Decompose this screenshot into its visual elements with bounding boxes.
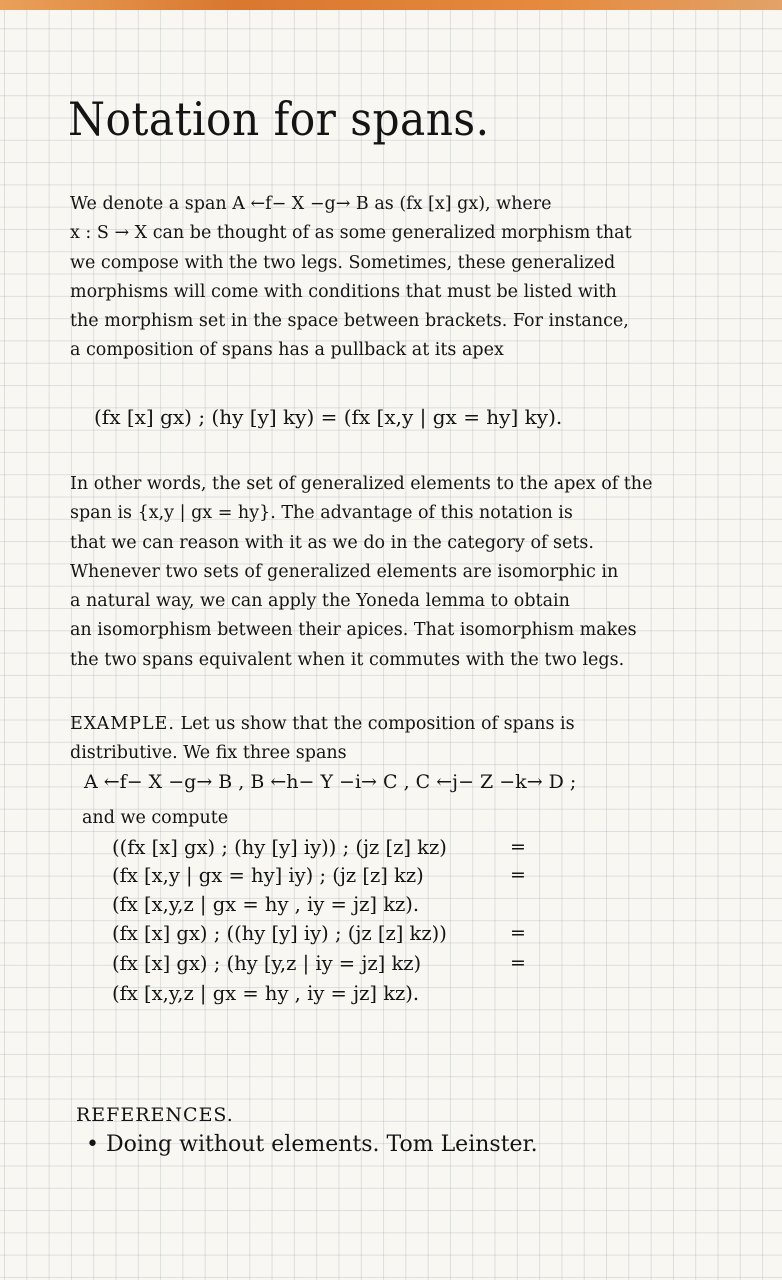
explanation-line: the two spans equivalent when it commutes with the two legs.: [70, 649, 625, 670]
equals-sign: =: [510, 836, 526, 858]
pullback-equation: (fx [x] gx) ; (hy [y] ky) = (fx [x,y | gx = hy] ky).: [94, 405, 563, 429]
example-first-line: [70, 710, 710, 739]
explanation-line: span is {x,y | gx = hy}. The advantage of this notation is: [70, 503, 573, 524]
example-paragraph: [70, 710, 710, 769]
equals-sign: =: [510, 922, 526, 944]
example-heading: EXAMPLE.: [70, 714, 175, 734]
intro-line: we compose with the two legs. Sometimes, these generalized: [70, 252, 616, 273]
explanation-line: Whenever two sets of generalized elements are isomorphic in: [70, 561, 619, 582]
compute-step: ((fx [x] gx) ; (hy [y] iy)) ; (jz [z] kz): [112, 836, 447, 859]
equals-sign: =: [510, 864, 526, 886]
intro-paragraph: [70, 190, 710, 366]
explanation-line: In other words, the set of generalized elements to the apex of the: [70, 474, 653, 494]
intro-line: a composition of spans has a pullback at its apex: [70, 340, 504, 361]
compute-step: (fx [x,y | gx = hy] iy) ; (jz [z] kz): [112, 864, 424, 887]
explanation-line: a natural way, we can apply the Yoneda lemma to obtain: [70, 591, 570, 612]
equals-sign: =: [510, 952, 526, 974]
compute-step: (fx [x] gx) ; (hy [y,z | iy = jz] kz): [112, 952, 422, 975]
intro-line: the morphism set in the space between brackets. For instance,: [70, 311, 629, 332]
intro-line: morphisms will come with conditions that must be listed with: [70, 281, 617, 302]
example-line: Let us show that the composition of spans is: [180, 714, 575, 734]
page-title: Notation for spans.: [68, 92, 490, 146]
compute-step: (fx [x,y,z | gx = hy , iy = jz] kz).: [112, 893, 420, 916]
intro-line: We denote a span A ←f− X −g→ B as (fx [x] gx), where: [70, 194, 552, 214]
compute-step: (fx [x] gx) ; ((hy [y] iy) ; (jz [z] kz)): [112, 922, 447, 945]
intro-line: x : S → X can be thought of as some generalized morphism that: [70, 223, 632, 244]
compute-step: (fx [x,y,z | gx = hy , iy = jz] kz).: [112, 982, 420, 1005]
explanation-line: that we can reason with it as we do in the category of sets.: [70, 532, 594, 553]
reference-item: • Doing without elements. Tom Leinster.: [86, 1132, 538, 1157]
references-heading: REFERENCES.: [76, 1104, 234, 1126]
explanation-paragraph: [70, 470, 710, 675]
explanation-line: an isomorphism between their apices. That isomorphism makes: [70, 620, 637, 641]
three-spans: A ←f− X −g→ B , B ←h− Y −i→ C , C ←j− Z −k→ D ;: [84, 771, 577, 793]
example-line: distributive. We fix three spans: [70, 743, 347, 764]
compute-label: and we compute: [82, 808, 229, 828]
